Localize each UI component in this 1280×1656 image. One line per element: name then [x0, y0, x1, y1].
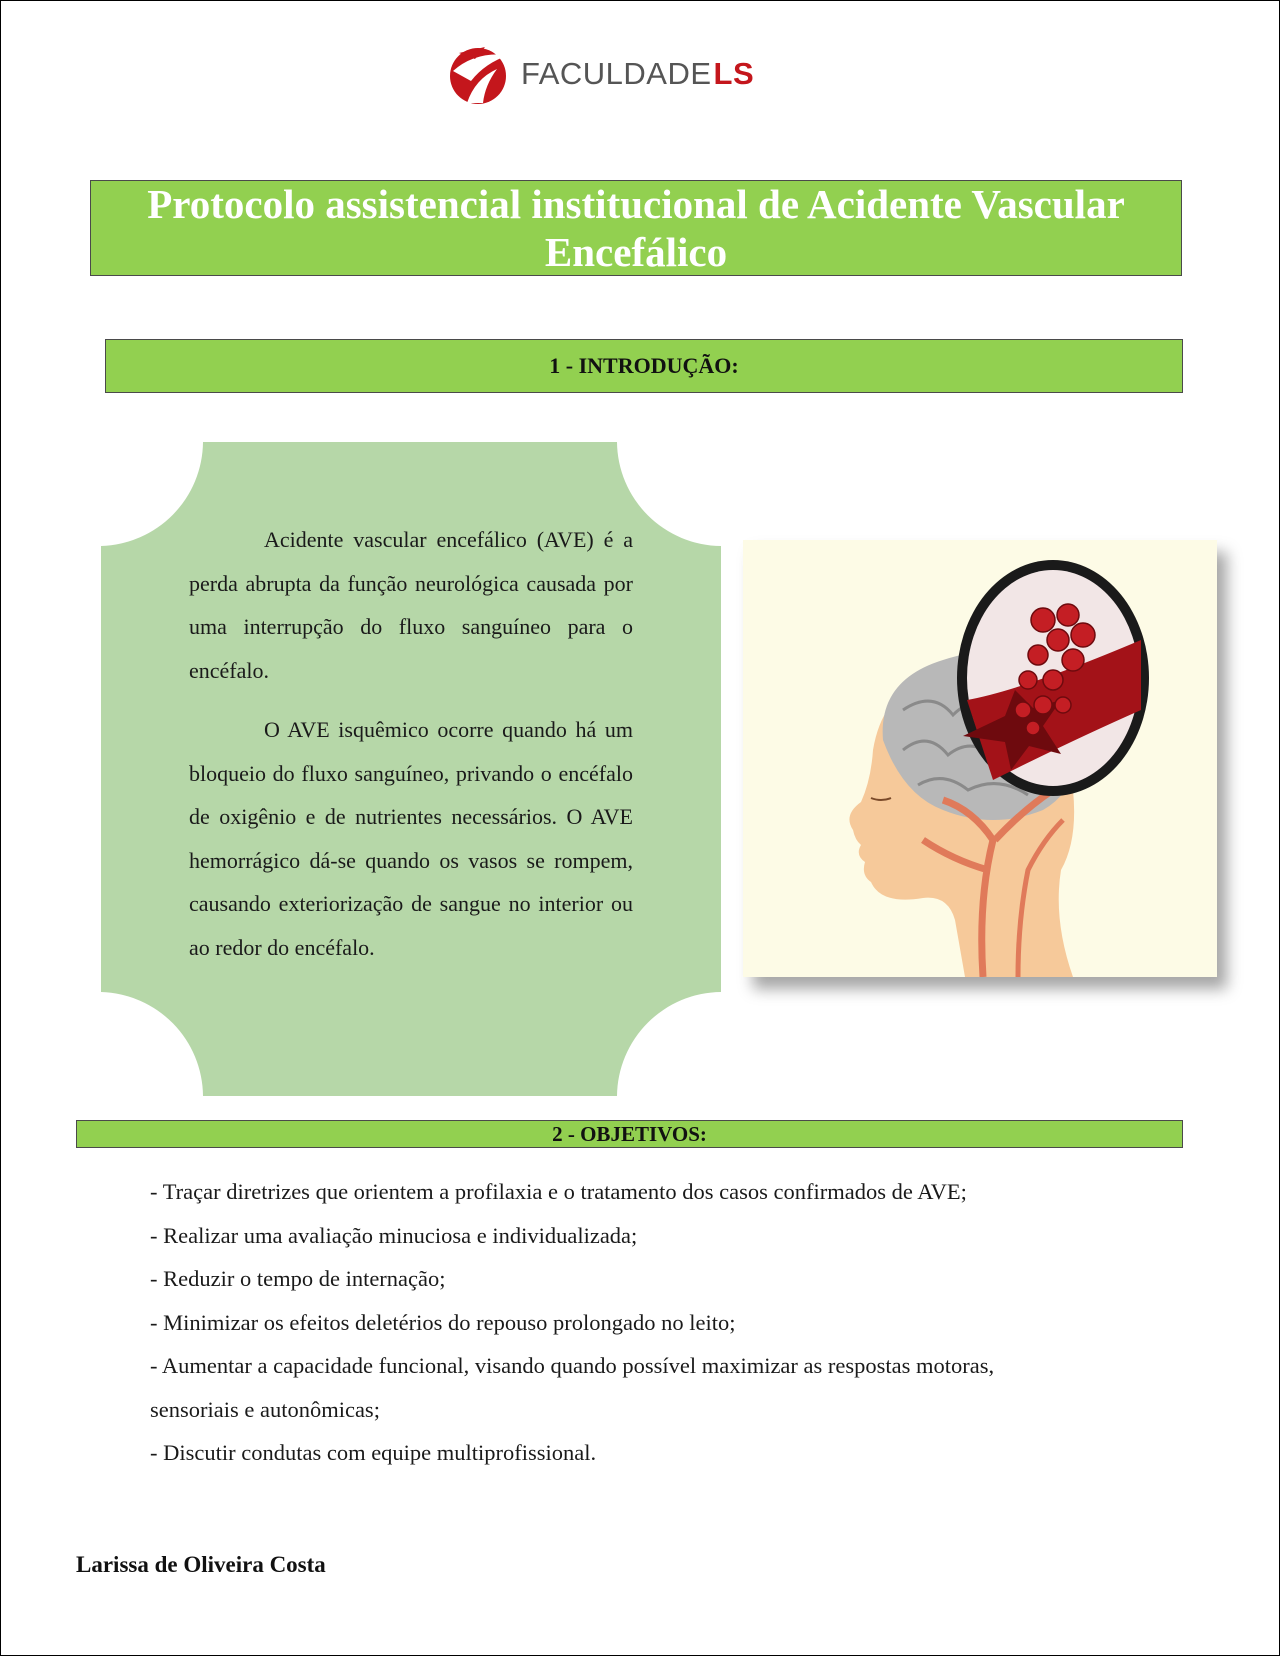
objectives-list — [150, 1170, 1110, 1475]
document-title: Protocolo assistencial institucional de Acidente Vascular Encefálico — [147, 181, 1125, 275]
logo-text-accent: LS — [713, 56, 755, 91]
section-heading-introduction: 1 - INTRODUÇÃO: — [105, 339, 1183, 393]
title-banner — [90, 180, 1182, 276]
list-item: sensoriais e autonômicas; — [150, 1396, 380, 1422]
list-item: - Aumentar a capacidade funcional, visando quando possível maximizar as respostas motoras, — [150, 1353, 995, 1378]
list-item: - Realizar uma avaliação minuciosa e individualizada; — [150, 1222, 638, 1248]
intro-paragraph-1: Acidente vascular encefálico (AVE) é a perda abrupta da função neurológica causada por uma interrupção do fluxo sanguíneo para o encéfalo. — [189, 527, 633, 683]
introduction-text — [189, 518, 633, 985]
stroke-illustration-frame — [743, 540, 1217, 977]
author-name: Larissa de Oliveira Costa — [76, 1552, 326, 1577]
list-item: - Reduzir o tempo de internação; — [150, 1266, 446, 1291]
logo-text-main: FACULDADE — [521, 56, 712, 91]
list-item: - Minimizar os efeitos deletérios do repouso prolongado no leito; — [150, 1309, 736, 1335]
faculdade-ls-logo-icon — [445, 41, 515, 107]
stroke-brain-illustration — [743, 540, 1217, 977]
list-item: - Traçar diretrizes que orientem a profilaxia e o tratamento dos casos confirmados de AVE; — [150, 1179, 967, 1204]
intro-paragraph-2: O AVE isquêmico ocorre quando há um bloqueio do fluxo sanguíneo, privando o encéfalo de oxigênio e de nutrientes necessários. O AVE hemorrágico dá-se quando os vasos se rompem, causando exteriorização de sangue no interior ou ao redor do encéfalo. — [189, 717, 633, 960]
section-heading-objectives: 2 - OBJETIVOS: — [76, 1120, 1183, 1148]
logo-text — [521, 56, 754, 92]
list-item: - Discutir condutas com equipe multiprofissional. — [150, 1440, 597, 1465]
faculdade-ls-logo — [445, 41, 754, 107]
